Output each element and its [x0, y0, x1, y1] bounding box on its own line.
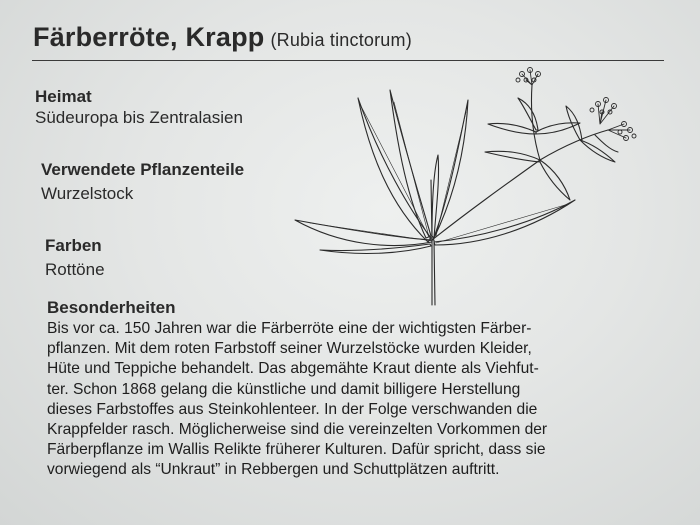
latin-name: (Rubia tinctorum) — [270, 30, 412, 50]
heading-farben: Farben — [45, 236, 102, 255]
description-line: Hüte und Teppiche behandelt. Das abgemähte Kraut diente als Viehfut- — [47, 360, 539, 378]
description-line: vorwiegend als “Unkraut” in Rebbergen und Schuttplätzen auftritt. — [47, 461, 500, 479]
page-title — [33, 22, 412, 53]
plant-illustration — [290, 60, 650, 310]
heading-besonderheiten: Besonderheiten — [47, 298, 176, 317]
plant-name: Färberröte, Krapp — [33, 22, 265, 52]
heading-heimat: Heimat — [35, 87, 92, 106]
heading-pflanzenteile: Verwendete Pflanzenteile — [41, 160, 245, 179]
value-pflanzenteile: Wurzelstock — [41, 184, 134, 203]
description-paragraph — [47, 319, 647, 481]
description-line: dieses Farbstoffes aus Steinkohlenteer. In der Folge verschwanden die — [47, 400, 538, 418]
description-line: ter. Schon 1868 gelang die künstliche und damit billigere Herstellung — [47, 380, 521, 398]
description-line: pflanzen. Mit dem roten Farbstoff seiner Wurzelstöcke wurden Kleider, — [47, 340, 532, 358]
value-farben: Rottöne — [45, 260, 105, 279]
description-line: Krappfelder rasch. Möglicherweise sind die vereinzelten Vorkommen der — [47, 421, 548, 439]
value-heimat: Südeuropa bis Zentralasien — [35, 108, 243, 127]
description-line: Färberpflanze im Wallis Relikte früherer Kulturen. Dafür spricht, dass sie — [47, 441, 546, 459]
description-line: Bis vor ca. 150 Jahren war die Färberröte eine der wichtigsten Färber- — [47, 320, 532, 337]
